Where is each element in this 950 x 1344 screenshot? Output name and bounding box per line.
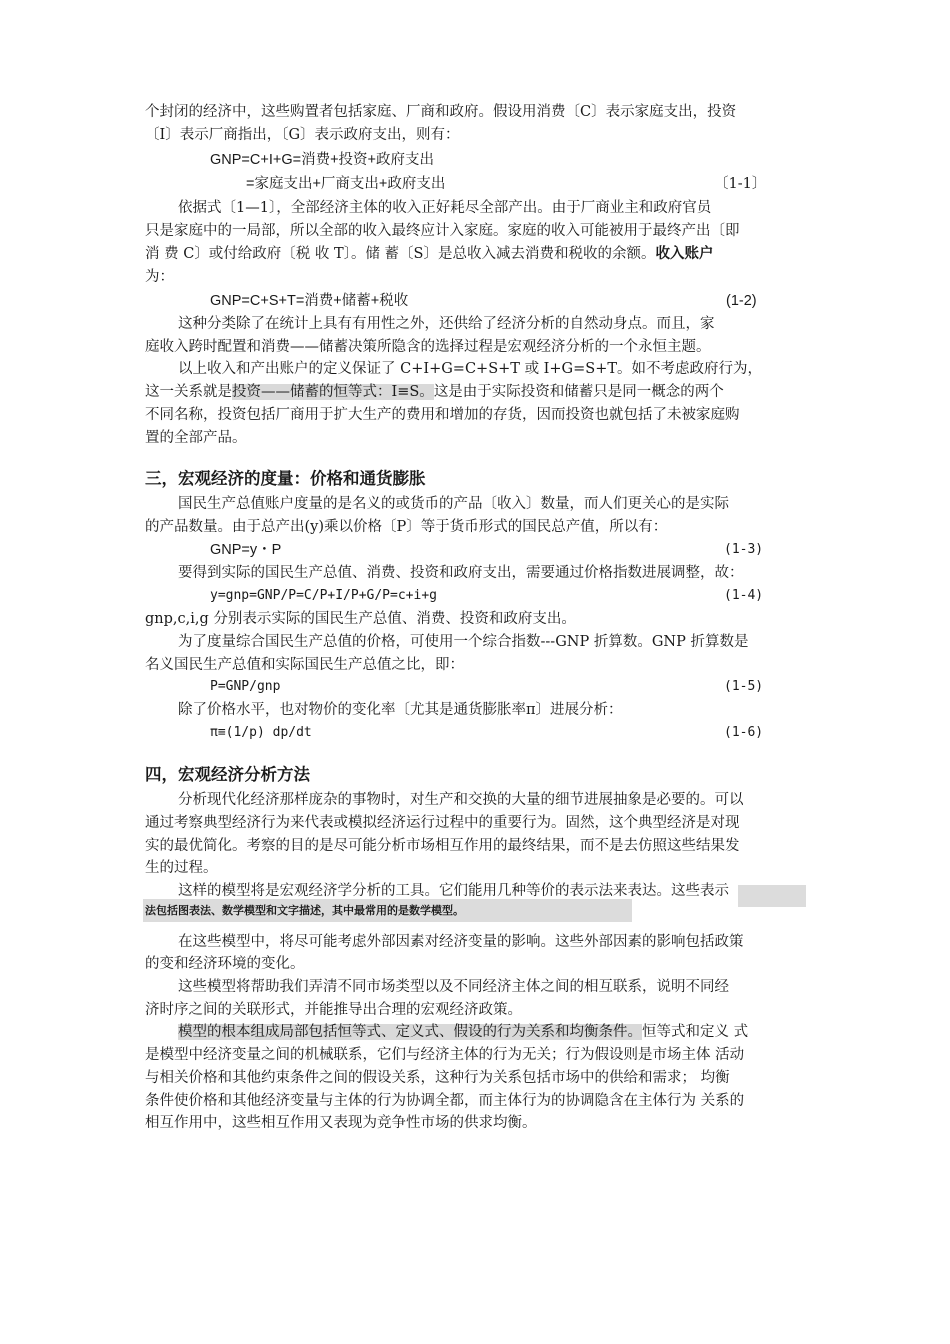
text-line: 相互作用中，这些相互作用又表现为竞争性市场的供求均衡。 [145, 1115, 537, 1131]
text-line: 国民生产总值账户度量的是名义的或货币的产品〔收入〕数量，而人们更关心的是实际 [178, 496, 729, 512]
text-line: 除了价格水平，也对物价的变化率〔尤其是通货膨胀率π〕进展分析： [178, 702, 623, 718]
text-line: 以上收入和产出账户的定义保证了 C+I+G=C+S+T 或 I+G=S+T。如不考虑政府行为， [178, 361, 763, 377]
equation-number: (1-6) [724, 725, 764, 740]
text-line [178, 1021, 748, 1043]
text-line: 置的全部产品。 [145, 430, 247, 446]
text-run: 这是由于实际投资和储蓄只是同一概念的两个 [433, 384, 724, 400]
highlighted-inset-line: 法包括图表法、数学模型和文字描述，其中最常用的是数学模型。 [143, 899, 632, 922]
equation-1b: =家庭支出+厂商支出+政府支出 [246, 176, 446, 192]
equation-number: (1-3) [724, 542, 764, 557]
equation-number: (1-5) [724, 679, 764, 694]
text-line: 的产品数量。由于总产出(y)乘以价格〔P〕等于货币形式的国民总产值，所以有： [145, 519, 668, 535]
equation-number: (1-4) [724, 588, 764, 603]
text-line: 条件使价格和其他经济变量与主体的行为协调全都，而主体行为的协调隐含在主体行为 关系的 [145, 1093, 745, 1109]
equation-number: 〔1-1〕 [714, 176, 767, 192]
text-line: 这些模型将帮助我们弄清不同市场类型以及不同经济主体之间的相互联系，说明不同经 [178, 979, 729, 995]
text-line [145, 381, 724, 403]
highlighted-text: 模型的根本组成局部包括恒等式、定义式、假设的行为关系和均衡条件。 [178, 1024, 642, 1040]
equation-number: (1-2) [726, 293, 757, 309]
equation-6: π≡(1/p) dp/dt [210, 725, 312, 740]
text-line: 依据式〔1—1〕，全部经济主体的收入正好耗尽全部产出。由于厂商业主和政府官员 [178, 200, 712, 216]
text-line: 这样的模型将是宏观经济学分析的工具。它们能用几种等价的表示法来表达。这些表示 [178, 883, 729, 899]
equation-3: GNP=y・P [210, 542, 282, 558]
text-run: 消 费 C〕或付给政府〔税 收 T〕。储 蓄〔S〕是总收入减去消费和税收的余额。 [145, 246, 656, 262]
section-heading: 三，宏观经济的度量：价格和通货膨胀 [145, 469, 426, 488]
equation-1a: GNP=C+I+G=消费+投资+政府支出 [210, 152, 435, 168]
text-line: 庭收入跨时配置和消费——储蓄决策所隐含的选择过程是宏观经济分析的一个永恒主题。 [145, 339, 711, 355]
equation-5: P=GNP/gnp [210, 679, 281, 694]
text-line: 〔I〕表示厂商指出，〔G〕表示政府支出，则有： [145, 127, 460, 143]
text-line: 为： [145, 269, 174, 285]
text-line: gnp,c,i,g 分别表示实际的国民生产总值、消费、投资和政府支出。 [145, 611, 576, 627]
highlighted-text: 投资——储蓄的恒等式：I≡S。 [232, 384, 434, 400]
text-line: 通过考察典型经济行为来代表或模拟经济运行过程中的重要行为。固然，这个典型经济是对现 [145, 815, 740, 831]
text-line: 济时序之间的关联形式，并能推导出合理的宏观经济政策。 [145, 1002, 522, 1018]
section-heading: 四，宏观经济分析方法 [145, 765, 310, 784]
text-line: 的变和经济环境的变化。 [145, 956, 305, 972]
text-line: 只是家庭中的一局部，所以全部的收入最终应计入家庭。家庭的收入可能被用于最终产出〔即 [145, 223, 740, 239]
text-line: 在这些模型中，将尽可能考虑外部因素对经济变量的影响。这些外部因素的影响包括政策 [178, 934, 744, 950]
equation-2: GNP=C+S+T=消费+储蓄+税收 [210, 293, 409, 309]
text-line: 生的过程。 [145, 860, 218, 876]
text-line: 实的最优简化。考察的目的是尽可能分析市场相互作用的最终结果，而不是去仿照这些结果发 [145, 838, 740, 854]
text-line: 不同名称，投资包括厂商用于扩大生产的费用和增加的存货，因而投资也就包括了未被家庭购 [145, 407, 740, 423]
text-line: 要得到实际的国民生产总值、消费、投资和政府支出，需要通过价格指数进展调整，故： [178, 565, 744, 581]
text-line: 与相关价格和其他约束条件之间的假设关系，这种行为关系包括市场中的供给和需求； 均衡 [145, 1070, 730, 1086]
text-line: 个封闭的经济中，这些购置者包括家庭、厂商和政府。假设用消费〔C〕表示家庭支出，投资 [145, 104, 737, 120]
highlight-box [738, 885, 806, 907]
text-line: 这种分类除了在统计上具有有用性之外，还供给了经济分析的自然动身点。而且，家 [178, 316, 715, 332]
text-line [145, 243, 714, 265]
text-line: 为了度量综合国民生产总值的价格，可使用一个综合指数---GNP 折算数。GNP 折算数是 [178, 634, 749, 650]
bold-term: 收入账户 [655, 245, 714, 262]
text-run: 恒等式和定义 式 [642, 1024, 749, 1040]
text-run: 这一关系就是 [145, 384, 232, 400]
text-line: 分析现代化经济那样庞杂的事物时，对生产和交换的大量的细节进展抽象是必要的。可以 [178, 792, 744, 808]
equation-4: y=gnp=GNP/P=C/P+I/P+G/P=c+i+g [210, 588, 437, 603]
text-line: 名义国民生产总值和实际国民生产总值之比，即： [145, 657, 464, 673]
text-line: 是模型中经济变量之间的机械联系，它们与经济主体的行为无关；行为假设则是市场主体 活动 [145, 1047, 745, 1063]
